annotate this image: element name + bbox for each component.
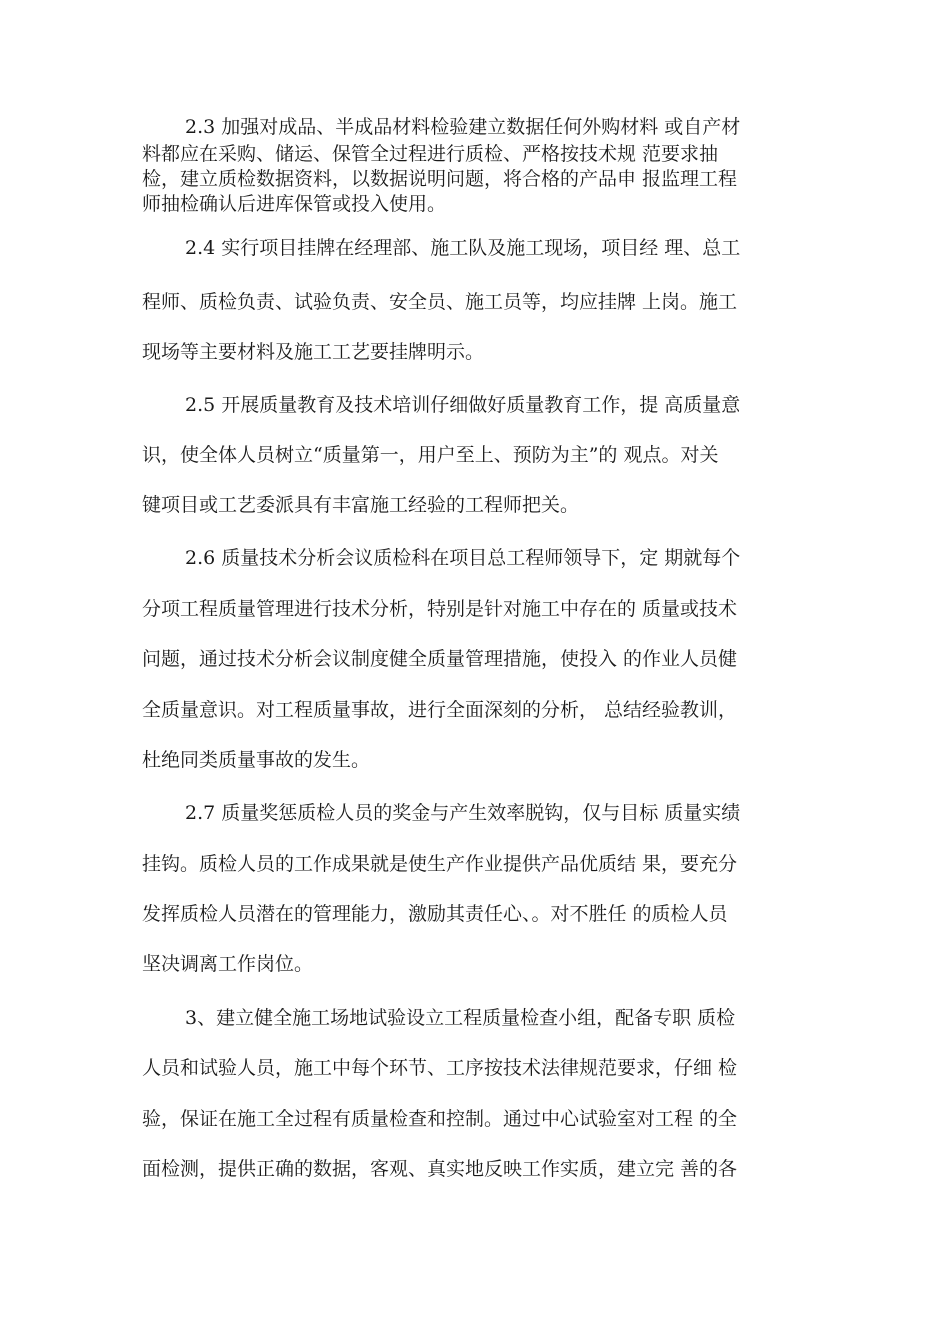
paragraph-3-line-1: 3、建立健全施工场地试验设立工程质量检查小组，配备专职 质检	[185, 1007, 736, 1029]
paragraph-2-7-line-4: 坚决调离工作岗位。	[142, 953, 314, 975]
paragraph-2-7-line-2: 挂钩。质检人员的工作成果就是使生产作业提供产品优质结 果，要充分	[142, 853, 738, 875]
paragraph-2-3-line-4: 师抽检确认后进库保管或投入使用。	[142, 193, 447, 215]
paragraph-2-3-line-2: 料都应在采购、储运、保管全过程进行质检、严格按技术规 范要求抽	[142, 143, 719, 165]
paragraph-2-5-line-3: 键项目或工艺委派具有丰富施工经验的工程师把关。	[142, 494, 580, 516]
paragraph-2-6-line-4: 全质量意识。对工程质量事故，进行全面深刻的分析， 总结经验教训，	[142, 699, 738, 721]
paragraph-2-7-line-1: 2.7 质量奖惩质检人员的奖金与产生效率脱钩，仅与目标 质量实绩	[185, 802, 741, 824]
paragraph-2-6-line-1: 2.6 质量技术分析会议质检科在项目总工程师领导下，定 期就每个	[185, 547, 741, 569]
paragraph-2-4-line-1: 2.4 实行项目挂牌在经理部、施工队及施工现场，项目经 理、总工	[185, 237, 741, 259]
paragraph-2-6-line-3: 问题，通过技术分析会议制度健全质量管理措施，使投入 的作业人员健	[142, 648, 738, 670]
paragraph-3-line-2: 人员和试验人员，施工中每个环节、工序按技术法律规范要求，仔细 检	[142, 1057, 738, 1079]
paragraph-2-5-line-2: 识，使全体人员树立“质量第一，用户至上、预防为主”的 观点。对关	[142, 444, 719, 466]
paragraph-2-6-line-5: 杜绝同类质量事故的发生。	[142, 749, 371, 771]
paragraph-2-4-line-2: 程师、质检负责、试验负责、安全员、施工员等，均应挂牌 上岗。施工	[142, 291, 738, 313]
paragraph-2-3-line-3: 检，建立质检数据资料，以数据说明问题，将合格的产品申 报监理工程	[142, 168, 738, 190]
paragraph-2-5-line-1: 2.5 开展质量教育及技术培训仔细做好质量教育工作，提 高质量意	[185, 394, 741, 416]
paragraph-2-4-line-3: 现场等主要材料及施工工艺要挂牌明示。	[142, 341, 485, 363]
paragraph-3-line-4: 面检测，提供正确的数据，客观、真实地反映工作实质，建立完 善的各	[142, 1158, 738, 1180]
paragraph-2-7-line-3: 发挥质检人员潜在的管理能力，激励其责任心、。对不胜任 的质检人员	[142, 903, 728, 925]
paragraph-3-line-3: 验，保证在施工全过程有质量检查和控制。通过中心试验室对工程 的全	[142, 1108, 738, 1130]
paragraph-2-3-line-1: 2.3 加强对成品、半成品材料检验建立数据任何外购材料 或自产材	[185, 116, 741, 138]
paragraph-2-6-line-2: 分项工程质量管理进行技术分析，特别是针对施工中存在的 质量或技术	[142, 598, 738, 620]
